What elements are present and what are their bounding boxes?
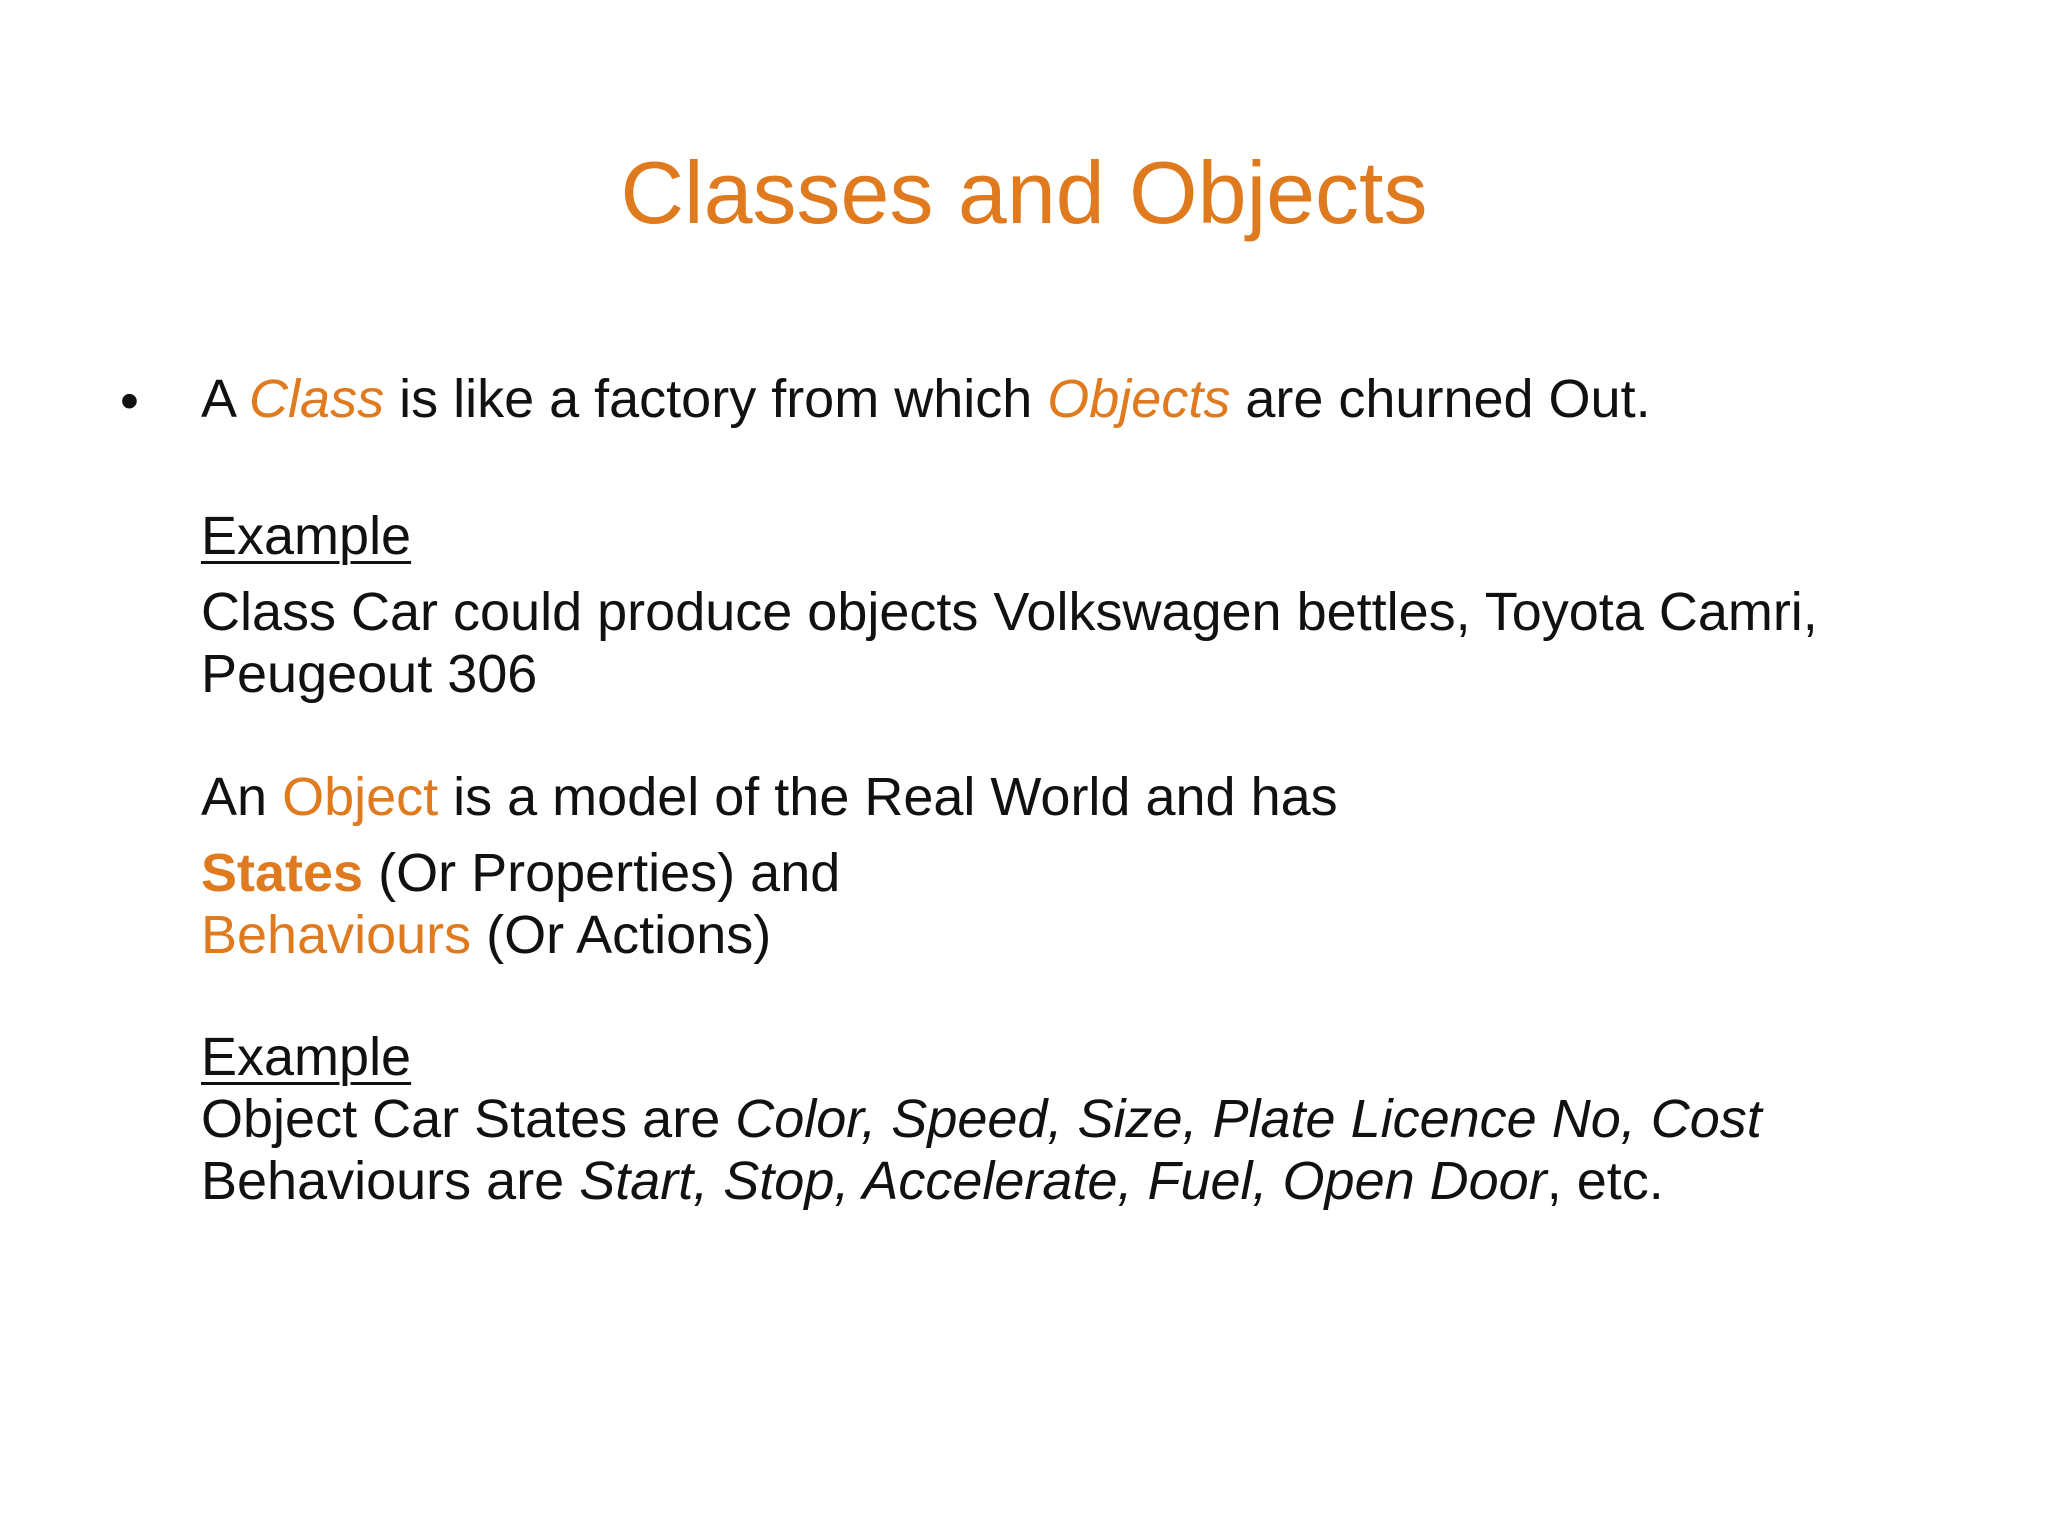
behaviours-line [201,904,1981,966]
example-2-states-prefix: Object Car States are [201,1089,736,1149]
example-label-2: Example [201,1027,412,1087]
example-2-behaviours-list: Start, Stop, Accelerate, Fuel, Open Door [579,1151,1547,1211]
object-definition-line [201,766,1981,828]
class-def-suffix: are churned Out. [1230,369,1651,429]
class-definition-line [201,368,1981,430]
example-label-1: Example [201,506,412,566]
states-word: States [201,843,364,903]
example-heading-2 [201,1026,1981,1088]
example-2-behaviours-line [201,1150,1981,1212]
slide-title: Classes and Objects [620,143,1428,242]
object-word: Object [282,767,439,827]
states-line [201,842,1981,904]
objects-word: Objects [1047,369,1231,429]
example-1-line-2: Peugeout 306 [201,644,538,704]
bullet-icon: • [120,371,139,431]
class-def-prefix: A [201,369,250,429]
class-def-middle: is like a factory from which [384,369,1048,429]
object-def-suffix: is a model of the Real World and has [438,767,1338,827]
behaviours-rest: (Or Actions) [471,905,772,965]
states-rest: (Or Properties) and [363,843,841,903]
class-word: Class [249,369,385,429]
object-def-prefix: An [201,767,283,827]
example-2-behaviours-prefix: Behaviours are [201,1151,580,1211]
example-heading-1 [201,505,1981,567]
example-2-states-line [201,1088,1981,1150]
example-1-line-1: Class Car could produce objects Volkswagen bettles, Toyota Camri, [201,582,1818,642]
example-2-behaviours-suffix: , etc. [1546,1151,1664,1211]
example-2-states-list: Color, Speed, Size, Plate Licence No, Cost [735,1089,1762,1149]
behaviours-word: Behaviours [201,905,472,965]
